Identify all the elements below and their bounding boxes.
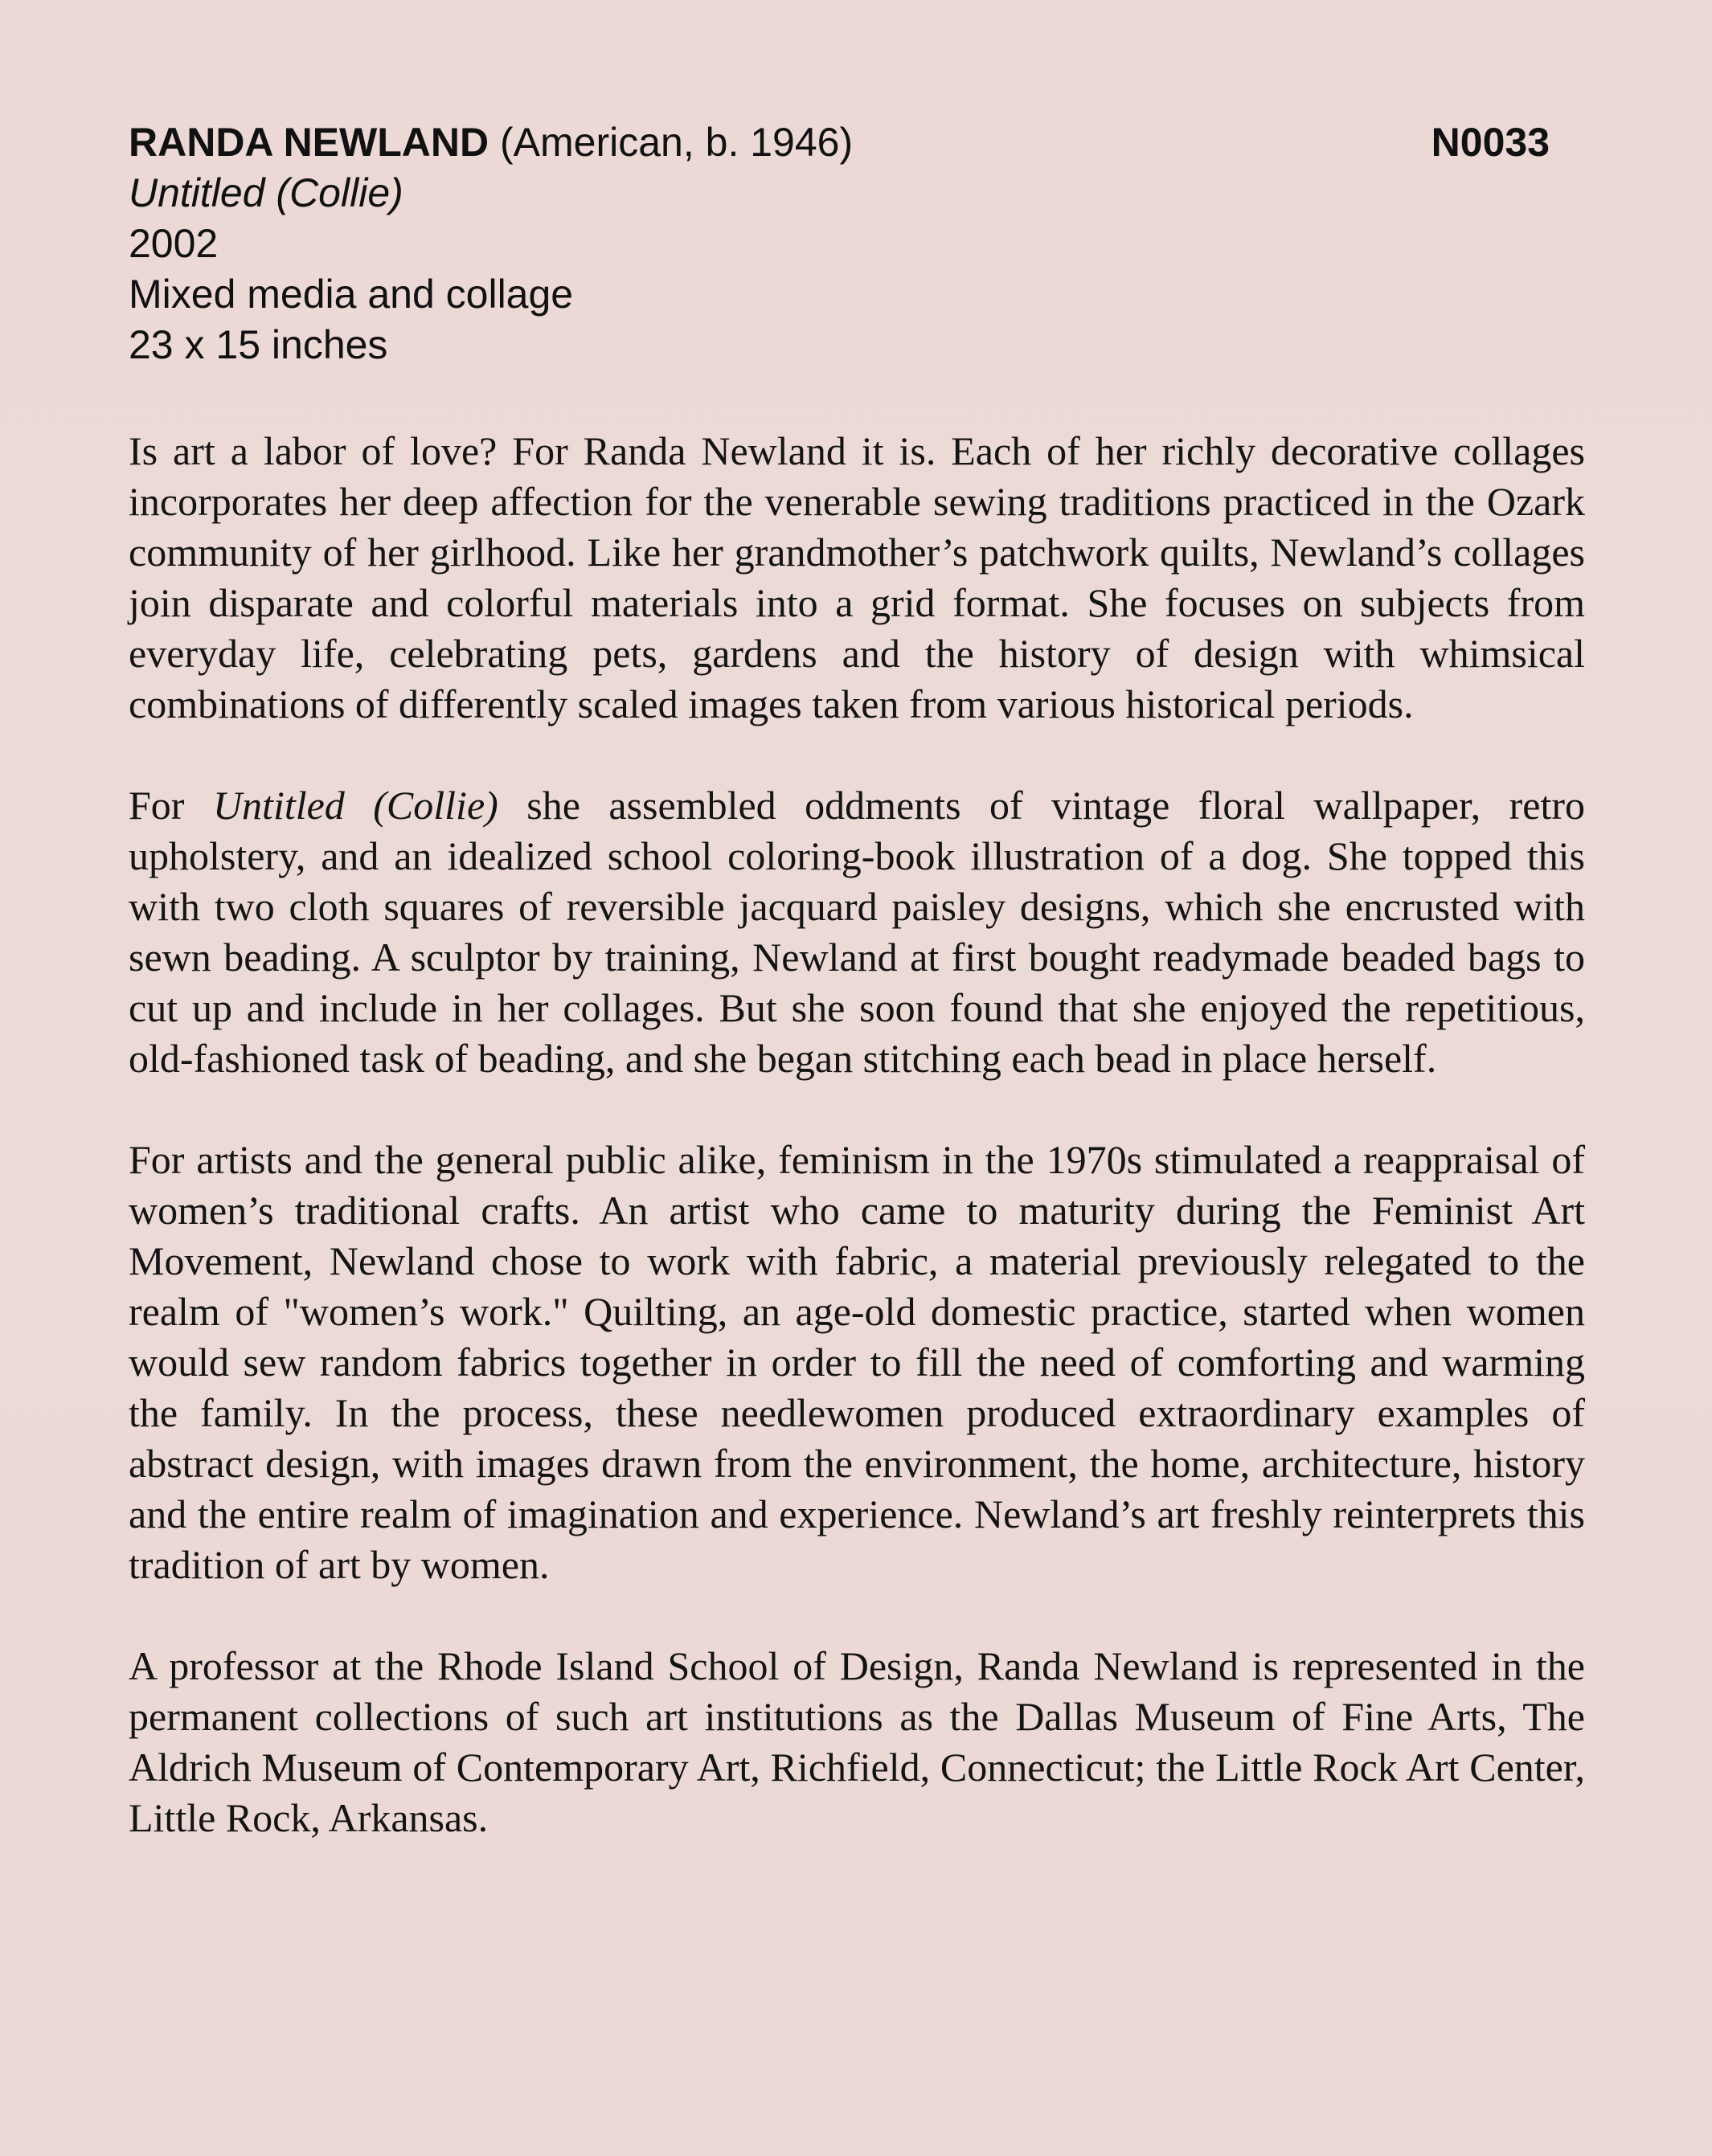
catalog-number: N0033 — [1431, 120, 1550, 165]
paragraph-2 — [129, 780, 1585, 1084]
paragraph-2-intro: For — [129, 783, 213, 828]
paragraph-4: A professor at the Rhode Island School of Design, Randa Newland is represented in the permanent collections of such art institutions as the Dallas Museum of Fine Arts, The Aldrich Museum of Contemporary Art, Richfield, Connecticut; the Little Rock Art Center, Little Rock, Arkansas. — [129, 1643, 1585, 1840]
label-body — [129, 426, 1585, 1843]
artist-name: RANDA NEWLAND — [129, 120, 489, 165]
artwork-medium: Mixed media and collage — [129, 272, 574, 317]
artwork-dimensions: 23 x 15 inches — [129, 322, 388, 367]
artwork-title: Untitled (Collie) — [129, 170, 403, 215]
artwork-year: 2002 — [129, 221, 219, 266]
paragraph-1: Is art a labor of love? For Randa Newland it is. Each of her richly decorative collages incorporates her deep affection for the venerable sewing traditions practiced in the Ozark community of her girlhood. Like her grandmother’s patchwork quilts, Newland’s collages join disparate and colorful materials into a grid format. She focuses on subjects from everyday life, celebrating pets, gardens and the history of design with whimsical combinations of differently scaled images taken from various historical periods. — [129, 428, 1585, 726]
paragraph-2-title: Untitled (Collie) — [212, 783, 498, 828]
artist-info: (American, b. 1946) — [500, 120, 854, 165]
paragraph-3: For artists and the general public alike, feminism in the 1970s stimulated a reappraisal of women’s traditional crafts. An artist who came to maturity during the Feminist Art Movement, Newland chose to work with fabric, a material previously relegated to the realm of "women’s work." Quilting, an age-old domestic practice, started when women would sew random fabrics together in order to fill the need of comforting and warming the family. In the process, these needlewomen produced extraordinary examples of abstract design, with images drawn from the environment, the home, architecture, history and the entire realm of imagination and experience. Newland’s art freshly reinterprets this tradition of art by women. — [129, 1137, 1585, 1587]
paragraph-2-text: she assembled oddments of vintage floral wallpaper, retro upholstery, and an idealized school coloring-book illustration of a dog. She topped this with two cloth squares of reversible jacquard paisley designs, which she encrusted with sewn beading. A sculptor by training, Newland at first bought readymade beaded bags to cut up and include in her collages. But she soon found that she enjoyed the repetitious, old-fashioned task of beading, and she began stitching each bead in place herself. — [129, 783, 1585, 1081]
label-header — [129, 117, 1551, 370]
artist-line — [129, 117, 1551, 168]
